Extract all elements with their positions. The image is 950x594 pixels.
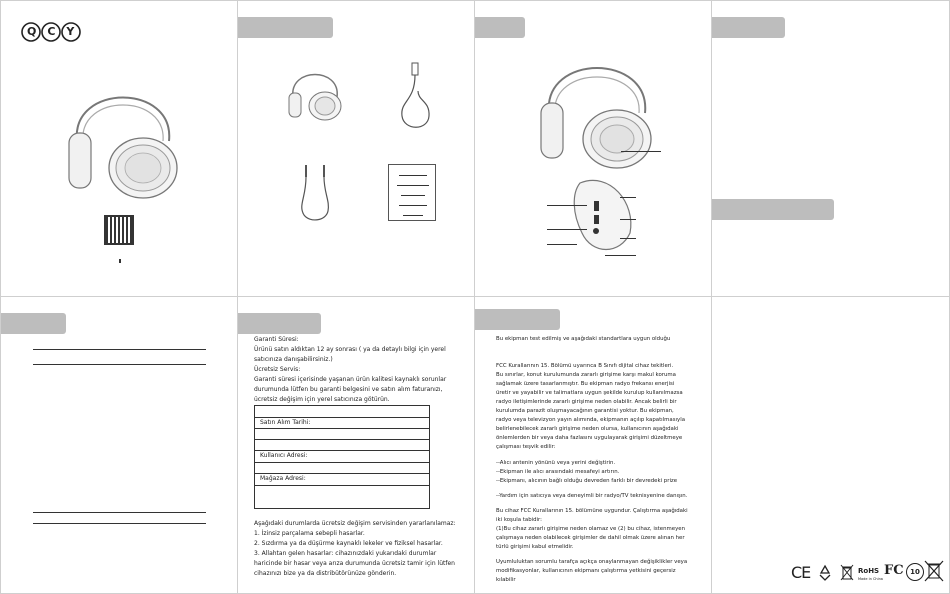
warranty-service-text: Garanti süresi içerisinde yaşanan ürün kalitesi kaynaklı sorunlar [254, 376, 447, 383]
earcup-closeup [570, 173, 640, 253]
fcc-paragraph: iki koşula tabidir: [496, 517, 542, 523]
qr-code [104, 215, 134, 245]
fcc-paragraph: Bu sınırlar, konut kurulumunda zararlı girişime karşı makul koruma [496, 372, 676, 378]
callout-line [620, 219, 636, 220]
instructions-header-bar-2 [712, 199, 834, 220]
callout-line [605, 255, 636, 256]
warranty-header-bar [238, 313, 321, 334]
warranty-exclusions [254, 519, 470, 579]
fcc-paragraph: FCC Kurallarının 15. Bölümü uyarınca B Sınıfı dijital cihaz tekitleri. [496, 363, 674, 369]
fcc-intro: Bu ekipman test edilmiş ve aşağıdaki standartlara uygun olduğu [496, 336, 671, 342]
certifications-panel [711, 296, 950, 594]
audio-cable-icon [296, 163, 336, 223]
warranty-period-text: Ürünü satın aldıktan 12 ay sonrası ( ya da detaylı bilgi için yerel [254, 346, 446, 353]
fcc-header-bar [475, 309, 560, 330]
warranty-period-heading: Garanti Süresi: [254, 336, 299, 343]
headphones-illustration [63, 63, 183, 203]
fcc-text [496, 335, 710, 585]
weee-bin-icon [924, 560, 944, 582]
rohs-mark: RoHS [858, 567, 880, 575]
callout-line [621, 151, 661, 152]
warranty-period-text: satıcınıza danışabilirsiniz.) [254, 356, 333, 363]
table-rule [33, 349, 206, 350]
fcc-paragraph: radyo iletişimlerinde zararlı girişime neden olabilir. Ancak belirli bir [496, 399, 677, 405]
fcc-measure: --Alıcı antenin yönünü veya yerini değiştirin. [496, 460, 616, 466]
fcc-paragraph: Bu cihaz FCC Kurallarının 15. bölümüne uygundur. Çalıştırma aşağıdaki [496, 508, 688, 514]
headphones-diagram [537, 39, 657, 169]
fcc-paragraph: önlemlerden bir veya daha fazlasını uygulayarak girişimi düzeltmeye [496, 435, 683, 441]
fcc-paragraph: belirlenebilecek zararlı girişime neden olursa, kullanıcının aşağıdaki [496, 426, 679, 432]
fcc-paragraph: Uyumluluktan sorumlu tarafça açıkça onaylanmayan değişiklikler veya [496, 559, 688, 565]
fcc-paragraph: çalışması teşvik edilir: [496, 444, 556, 450]
fcc-paragraph: radyo veya televizyon yayın alımında, ekipmanın açılıp kapatılmasıyla [496, 417, 686, 423]
fcc-paragraph: modifikasyonlar, kullanıcının ekipmanı çalıştırma yetkisini geçersiz [496, 568, 676, 574]
fcc-paragraph: kurulumda parazit oluşmayacağının garantisi yoktur. Bu ekipman, [496, 408, 674, 414]
fcc-panel [474, 296, 712, 594]
qr-caption-mark [119, 259, 121, 263]
instructions-panel [711, 0, 950, 297]
contents-panel [237, 0, 475, 297]
cover-panel [0, 0, 238, 297]
fcc-measure: --Ekipman ile alıcı arasındaki mesafeyi artırın. [496, 469, 620, 475]
exclusion-item: 1. İzinsiz parçalama sebepli hasarlar. [254, 530, 365, 537]
callout-line [547, 229, 587, 230]
ten-year-mark: 10 [906, 563, 924, 581]
table-rule [33, 512, 206, 513]
diagram-header-bar [475, 17, 525, 38]
fcc-paragraph: üretir ve yayabilir ve talimatlara uygun şekilde kurulup kullanılmazsa [496, 390, 683, 396]
fcc-paragraph: kılabilir [496, 577, 516, 583]
warranty-panel [237, 296, 475, 594]
table-rule [33, 523, 206, 524]
warranty-service-text: ücretsiz değişim için yerel satıcınıza götürün. [254, 396, 390, 403]
user-address-label: Kullanıcı Adresi: [260, 452, 308, 459]
fcc-mark: FC [884, 563, 904, 578]
logo-text: QCY [27, 25, 86, 38]
table-rule [33, 364, 206, 365]
callout-line [620, 238, 636, 239]
contents-header-bar [238, 17, 333, 38]
manual-icon [388, 164, 436, 221]
recycle-icon [816, 564, 834, 582]
logo-letters [21, 25, 86, 38]
warranty-service-text: durumunda lütfen bu garanti belgesini ve satın alım faturanızı, [254, 386, 443, 393]
fcc-paragraph: türlü girişimi kabul etmelidir. [496, 544, 574, 550]
instructions-header-bar [712, 17, 785, 38]
exclusion-item: 3. Allahtan gelen hasarlar: cihazınızdaki yukarıdaki durumlar [254, 550, 437, 557]
warranty-text [254, 335, 469, 405]
fcc-measure: --Ekipmanı, alıcının bağlı olduğu devreden farklı bir devredeki prize [496, 478, 678, 484]
specs-panel [0, 296, 238, 594]
store-address-label: Mağaza Adresi: [260, 475, 306, 482]
callout-line [547, 244, 577, 245]
exclusion-item: cihazınızı bize ya da distribütörünüze gönderin. [254, 570, 397, 577]
warranty-service-heading: Ücretsiz Servis: [254, 366, 301, 373]
usb-cable-icon [396, 61, 436, 131]
exclusion-item: 2. Sızdırma ya da düşürme kaynaklı lekeler ve fiziksel hasarlar. [254, 540, 443, 547]
headphones-small-icon [285, 61, 345, 121]
callout-line [547, 205, 587, 206]
trash-icon [840, 563, 854, 581]
callout-line [620, 197, 636, 198]
exclusion-item: haricinde bir hasar veya arıza durumunda ücretsiz tamir için lütfen [254, 560, 455, 567]
fcc-paragraph: çalışmaya neden olabilecek girişimler de dahil olmak üzere alınan her [496, 535, 685, 541]
specs-header-bar [1, 313, 66, 334]
purchase-date-label: Satın Alım Tarihi: [260, 419, 311, 426]
fcc-paragraph: (1)Bu cihaz zararlı girişime neden olamaz ve (2) bu cihaz, istenmeyen [496, 526, 685, 532]
exclusions-heading: Aşağıdaki durumlarda ücretsiz değişim servisinden yararlanılamaz: [254, 520, 456, 527]
diagram-panel [474, 0, 712, 297]
ce-mark: CE [791, 563, 811, 582]
warranty-form [254, 405, 430, 509]
made-in-china-label: Made in China [858, 577, 883, 581]
fcc-paragraph: sağlamak üzere tasarlanmıştır. Bu ekipman radyo frekansı enerjisi [496, 381, 675, 387]
fcc-measure: --Yardım için satıcıya veya deneyimli bir radyo/TV teknisyenine danışın. [496, 493, 688, 499]
